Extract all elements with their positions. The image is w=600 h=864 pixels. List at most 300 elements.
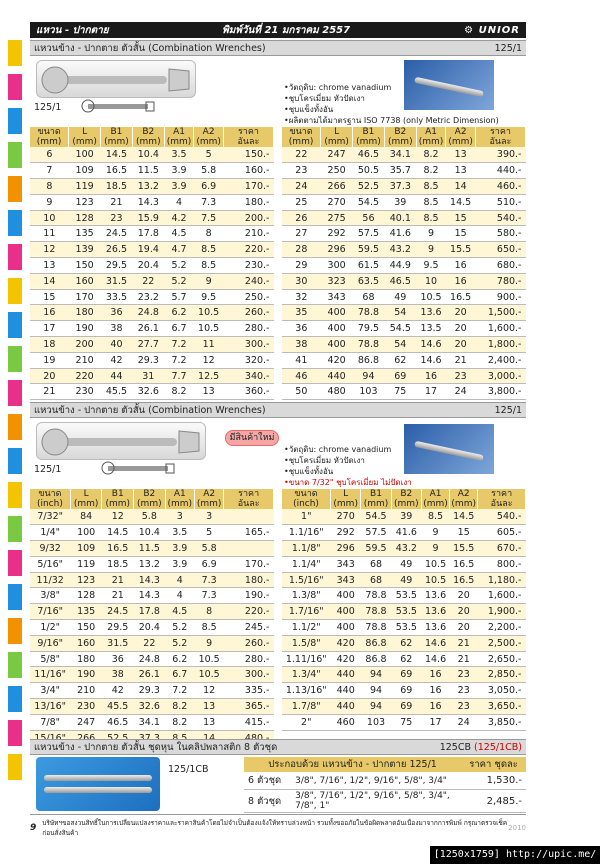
price-cell: 2,850.- (478, 667, 526, 683)
table-row (282, 352, 526, 368)
price-cell: 580.- (475, 226, 525, 242)
dimension-cell: 3.5 (164, 147, 194, 163)
table-row (30, 384, 274, 400)
price-cell: 160.- (223, 163, 273, 179)
table-row (282, 620, 526, 636)
price-cell: 605.- (478, 525, 526, 541)
dimension-cell: 8.5 (421, 509, 449, 525)
size-cell: 9 (30, 194, 69, 210)
table-row (30, 226, 274, 242)
table-row (30, 541, 274, 557)
price-cell: 510.- (475, 194, 525, 210)
dimension-cell: 128 (69, 210, 101, 226)
column-header: A1 (mm) (165, 489, 194, 509)
section3-title: แหวนข้าง - ปากตาย ตัวสั้น ชุดหุน ในคลิปพลาสติก 8 ตัวชุด (34, 741, 278, 753)
color-tab (8, 346, 22, 372)
column-header: ราคา อันละ (223, 127, 273, 147)
dimension-cell: 343 (331, 572, 361, 588)
dimension-cell: 23.2 (132, 289, 164, 305)
dimension-cell: 20.4 (132, 258, 164, 274)
feature-item-highlight: • ขนาด 7/32" ชุบโครเมี่ยม ไม่ปัดเงา (284, 477, 412, 488)
color-tab (8, 550, 22, 576)
dimension-cell: 20 (450, 604, 478, 620)
dimension-cell: 23 (450, 699, 478, 715)
price-cell: 170.- (224, 556, 274, 572)
dimension-cell: 23 (450, 683, 478, 699)
dimension-cell: 6.7 (164, 321, 194, 337)
dimension-cell: 480 (321, 384, 353, 400)
color-tab (8, 618, 22, 644)
price-cell: 390.- (475, 147, 525, 163)
dimension-cell: 200 (69, 337, 101, 353)
dimension-cell: 160 (69, 273, 101, 289)
feature-item: • ผลิตตามได้มาตรฐาน ISO 7738 (only Metric Dimension) (284, 115, 499, 126)
header-category: แหวน - ปากตาย (36, 24, 109, 36)
size-cell: 2" (282, 714, 331, 730)
column-header: B2 (mm) (134, 489, 166, 509)
table-row (30, 525, 274, 541)
dimension-cell: 420 (331, 635, 361, 651)
dimension-cell: 16.5 (446, 289, 476, 305)
dimension-cell: 400 (331, 588, 361, 604)
dimension-cell: 32.6 (134, 699, 166, 715)
dimension-cell: 9 (194, 273, 224, 289)
dimension-cell: 8.2 (416, 147, 446, 163)
price-cell: 170.- (223, 179, 273, 195)
size-cell: 1/2" (30, 620, 70, 636)
dimension-cell: 19.4 (132, 242, 164, 258)
dimension-cell: 292 (321, 226, 353, 242)
wrench-set-photo (36, 757, 160, 811)
dimension-cell: 5.8 (194, 163, 224, 179)
price-cell: 245.- (224, 620, 274, 636)
dimension-cell: 21 (101, 194, 133, 210)
section3-code-alt: (125/1CB) (474, 741, 522, 753)
section2-photo (404, 424, 494, 474)
section2-table-left (30, 489, 274, 746)
dimension-cell: 14.5 (102, 525, 134, 541)
dimension-cell: 36 (102, 651, 134, 667)
dimension-cell: 296 (331, 541, 361, 557)
size-cell: 12 (30, 242, 69, 258)
dimension-cell: 10.4 (134, 525, 166, 541)
color-tab (8, 448, 22, 474)
section3-title-bar (30, 739, 526, 755)
price-cell: 220.- (223, 242, 273, 258)
price-cell: 3,650.- (478, 699, 526, 715)
dimension-cell: 12 (194, 683, 223, 699)
dimension-cell: 9.5 (416, 258, 446, 274)
section3-code-main: 125CB (439, 741, 472, 753)
color-tab (8, 754, 22, 780)
dimension-cell: 14.5 (446, 194, 476, 210)
column-header: ขนาด (inch) (30, 489, 70, 509)
column-header: A1 (mm) (164, 127, 194, 147)
dimension-cell: 6.2 (165, 651, 194, 667)
dimension-cell: 21 (450, 651, 478, 667)
section1-code: 125/1 (494, 42, 522, 54)
price-cell (224, 541, 274, 557)
new-product-badge: มีสินค้าใหม่ (225, 430, 279, 446)
dimension-cell: 14.5 (450, 509, 478, 525)
size-cell: 21 (30, 384, 69, 400)
dimension-cell: 13.6 (416, 305, 446, 321)
dimension-cell: 150 (69, 258, 101, 274)
size-cell: 16 (30, 305, 69, 321)
dimension-cell: 69 (384, 368, 416, 384)
size-cell: 1.5/8" (282, 635, 331, 651)
table-row (282, 541, 526, 557)
section1-title: แหวนข้าง - ปากตาย ตัวสั้น (Combination Wrenches) (34, 42, 266, 54)
dimension-cell: 43.2 (391, 541, 421, 557)
dimension-cell: 4.5 (164, 226, 194, 242)
dimension-cell: 49 (391, 572, 421, 588)
price-cell: 1,600.- (478, 588, 526, 604)
dimension-cell: 14.6 (416, 352, 446, 368)
dimension-cell: 400 (321, 321, 353, 337)
dimension-cell: 5.8 (134, 509, 166, 525)
dimension-cell: 460 (331, 714, 361, 730)
column-header: L (mm) (321, 127, 353, 147)
size-cell: 1.7/8" (282, 699, 331, 715)
price-cell: 190.- (224, 588, 274, 604)
dimension-cell: 100 (70, 525, 102, 541)
dimension-cell: 12.5 (194, 368, 224, 384)
column-header: ขนาด (mm) (30, 127, 69, 147)
dimension-cell: 100 (69, 147, 101, 163)
dimension-cell: 53.5 (391, 604, 421, 620)
table-row (282, 714, 526, 730)
column-header: B1 (mm) (101, 127, 133, 147)
dimension-cell: 300 (321, 258, 353, 274)
dimension-cell: 3 (194, 509, 223, 525)
table-row (30, 572, 274, 588)
color-tabs (8, 40, 22, 788)
size-cell: 35 (282, 305, 321, 321)
feature-item: • ชุบแข็งทั้งอัน (284, 466, 412, 477)
size-cell: 1.13/16" (282, 683, 331, 699)
section3-code (440, 742, 522, 753)
dimension-cell: 13 (194, 699, 223, 715)
size-cell: 11/16" (30, 667, 70, 683)
dimension-cell: 41.6 (391, 525, 421, 541)
table-row (282, 572, 526, 588)
dimension-cell: 29.3 (132, 352, 164, 368)
size-cell: 28 (282, 242, 321, 258)
column-header: ราคา อันละ (475, 127, 525, 147)
price-cell: 300.- (224, 667, 274, 683)
brand-logo: ⚙ UNIOR (464, 24, 520, 36)
dimension-cell: 420 (331, 651, 361, 667)
wrench-image-2 (36, 422, 206, 460)
color-tab (8, 142, 22, 168)
size-cell: 6 (30, 147, 69, 163)
price-cell: 340.- (223, 368, 273, 384)
table-row (30, 635, 274, 651)
dimension-cell: 7.2 (165, 683, 194, 699)
price-cell: 900.- (475, 289, 525, 305)
price-cell: 460.- (475, 179, 525, 195)
dimension-cell: 45.5 (102, 699, 134, 715)
dimension-cell: 14.3 (132, 194, 164, 210)
dimension-cell: 123 (69, 194, 101, 210)
price-cell: 280.- (223, 321, 273, 337)
dimension-cell: 17.8 (134, 604, 166, 620)
dimension-cell: 15 (450, 525, 478, 541)
column-header: L (mm) (331, 489, 361, 509)
size-cell: 24 (282, 179, 321, 195)
dimension-cell: 8 (194, 226, 224, 242)
size-cell: 13/16" (30, 699, 70, 715)
set-name-cell: 8 ตัวชุด (244, 790, 291, 813)
dimension-cell: 10.5 (416, 289, 446, 305)
feature-item: • ชุบโครเมี่ยม หัวปัดเงา (284, 455, 412, 466)
dimension-cell: 190 (69, 321, 101, 337)
dimension-cell: 22 (134, 635, 166, 651)
dimension-cell: 13.6 (421, 604, 449, 620)
dimension-cell: 8.2 (165, 699, 194, 715)
price-cell: 230.- (223, 258, 273, 274)
dimension-cell: 109 (69, 163, 101, 179)
dimension-cell: 23 (446, 368, 476, 384)
size-cell: 36 (282, 321, 321, 337)
dimension-cell: 13.5 (416, 321, 446, 337)
size-cell: 30 (282, 273, 321, 289)
dimension-cell: 54.5 (353, 194, 385, 210)
dimension-cell: 21 (102, 588, 134, 604)
dimension-cell: 42 (102, 683, 134, 699)
dimension-cell: 5.2 (164, 273, 194, 289)
dimension-cell: 34.1 (134, 714, 166, 730)
size-cell: 7 (30, 163, 69, 179)
dimension-cell: 8.5 (194, 258, 224, 274)
table-row (30, 258, 274, 274)
column-header: ขนาด (inch) (282, 489, 331, 509)
size-cell: 14 (30, 273, 69, 289)
table-row (282, 210, 526, 226)
section1-table-left (30, 127, 274, 400)
dimension-cell: 3.9 (165, 556, 194, 572)
column-header: A2 (mm) (446, 127, 476, 147)
color-tab (8, 312, 22, 338)
price-cell: 210.- (223, 226, 273, 242)
price-cell: 680.- (475, 258, 525, 274)
dimension-cell: 323 (321, 273, 353, 289)
dimension-cell: 15.9 (132, 210, 164, 226)
table-row (282, 556, 526, 572)
dimension-cell: 13.6 (421, 620, 449, 636)
dimension-cell: 20.4 (134, 620, 166, 636)
section1-photo (404, 60, 494, 110)
table-row (30, 588, 274, 604)
column-header: B1 (mm) (353, 127, 385, 147)
price-cell: 2,400.- (475, 352, 525, 368)
dimension-cell: 57.5 (353, 226, 385, 242)
dimension-cell: 180 (69, 305, 101, 321)
dimension-cell: 8.5 (194, 242, 224, 258)
dimension-cell: 10.5 (421, 556, 449, 572)
dimension-cell: 36 (101, 305, 133, 321)
dimension-cell: 119 (69, 179, 101, 195)
dimension-cell: 400 (331, 620, 361, 636)
table-row (30, 620, 274, 636)
color-tab (8, 686, 22, 712)
color-tab (8, 482, 22, 508)
dimension-cell: 26.1 (134, 667, 166, 683)
dimension-cell: 3.9 (164, 179, 194, 195)
dimension-cell: 86.8 (361, 635, 391, 651)
dimension-cell: 10.5 (421, 572, 449, 588)
column-header: B2 (mm) (391, 489, 421, 509)
dimension-cell: 11.5 (132, 163, 164, 179)
dimension-cell: 69 (391, 683, 421, 699)
set-price-cell: 1,530.- (461, 772, 526, 790)
dimension-cell: 150 (70, 620, 102, 636)
dimension-cell: 86.8 (361, 651, 391, 667)
dimension-cell: 68 (361, 572, 391, 588)
dimension-cell: 75 (391, 714, 421, 730)
dimension-cell: 84 (70, 509, 102, 525)
dimension-diagram-icon (100, 458, 180, 482)
price-cell: 165.- (224, 525, 274, 541)
table-row (30, 163, 274, 179)
dimension-cell: 44.9 (384, 258, 416, 274)
size-cell: 9/16" (30, 635, 70, 651)
price-cell: 260.- (223, 305, 273, 321)
dimension-cell: 14.5 (101, 147, 133, 163)
dimension-cell: 5.8 (194, 541, 223, 557)
dimension-cell: 33.5 (101, 289, 133, 305)
feature-item: • วัตถุดิบ: chrome vanadium (284, 82, 499, 93)
table-row (282, 242, 526, 258)
dimension-cell: 68 (361, 556, 391, 572)
dimension-cell: 94 (353, 368, 385, 384)
size-cell: 1.1/8" (282, 541, 331, 557)
table-row (282, 525, 526, 541)
dimension-cell: 17 (416, 384, 446, 400)
dimension-cell: 54.5 (361, 509, 391, 525)
table-row (282, 289, 526, 305)
dimension-cell: 420 (321, 352, 353, 368)
dimension-cell: 13 (446, 163, 476, 179)
dimension-cell: 17 (421, 714, 449, 730)
color-tab (8, 652, 22, 678)
color-tab (8, 244, 22, 270)
dimension-cell: 10.5 (194, 651, 223, 667)
dimension-cell: 10.5 (194, 305, 224, 321)
dimension-cell: 128 (70, 588, 102, 604)
table-row (282, 273, 526, 289)
dimension-cell: 3.5 (165, 525, 194, 541)
dimension-cell: 21 (450, 635, 478, 651)
table-row (282, 163, 526, 179)
dimension-cell: 31.5 (102, 635, 134, 651)
color-tab (8, 176, 22, 202)
dimension-cell: 230 (69, 384, 101, 400)
dimension-cell: 31 (132, 368, 164, 384)
dimension-cell: 8 (194, 604, 223, 620)
dimension-cell: 5.7 (164, 289, 194, 305)
dimension-cell: 26.5 (101, 242, 133, 258)
dimension-cell: 86.8 (353, 352, 385, 368)
section1-title-bar (30, 40, 526, 56)
dimension-cell: 11.5 (134, 541, 166, 557)
dimension-cell: 13.6 (421, 588, 449, 604)
dimension-cell: 13 (194, 714, 223, 730)
dimension-cell: 440 (331, 683, 361, 699)
dimension-cell: 109 (70, 541, 102, 557)
price-cell: 2,200.- (478, 620, 526, 636)
wrench-icon (37, 423, 207, 461)
size-cell: 10 (30, 210, 69, 226)
dimension-cell: 343 (321, 289, 353, 305)
size-cell: 32 (282, 289, 321, 305)
dimension-cell: 21 (102, 572, 134, 588)
dimension-cell: 440 (321, 368, 353, 384)
column-header: A2 (mm) (194, 127, 224, 147)
table-row (282, 337, 526, 353)
column-header: A1 (mm) (423, 489, 448, 509)
dimension-cell: 24.5 (102, 604, 134, 620)
dimension-cell: 9 (421, 525, 449, 541)
dimension-cell: 9 (194, 635, 223, 651)
size-cell: 5/16" (30, 556, 70, 572)
dimension-cell: 6.2 (164, 305, 194, 321)
dimension-cell: 79.5 (353, 321, 385, 337)
dimension-cell: 13 (194, 384, 224, 400)
section2-features (284, 444, 412, 488)
size-cell: 1.5/16" (282, 572, 331, 588)
dimension-cell: 57.5 (361, 525, 391, 541)
dimension-cell: 49 (391, 556, 421, 572)
table-row (282, 147, 526, 163)
dimension-cell: 296 (321, 242, 353, 258)
price-cell: 280.- (224, 651, 274, 667)
dimension-cell: 160 (70, 635, 102, 651)
dimension-cell: 20 (446, 321, 476, 337)
dimension-cell: 62 (391, 651, 421, 667)
price-cell: 1,180.- (478, 572, 526, 588)
set-contents-header: ประกอบด้วย แหวนข้าง - ปากตาย 125/1 (244, 757, 461, 772)
dimension-cell: 20 (450, 620, 478, 636)
dimension-cell: 24 (446, 384, 476, 400)
dimension-cell: 69 (391, 699, 421, 715)
dimension-cell: 4 (165, 588, 194, 604)
dimension-cell: 53.5 (391, 620, 421, 636)
dimension-cell: 8.5 (194, 620, 223, 636)
dimension-cell: 24.8 (132, 305, 164, 321)
price-cell: 415.- (224, 714, 274, 730)
size-cell: 41 (282, 352, 321, 368)
dimension-cell: 5.2 (164, 258, 194, 274)
price-cell: 250.- (223, 289, 273, 305)
brand-name: UNIOR (478, 24, 520, 36)
page-footer (30, 814, 526, 838)
table-row (30, 667, 274, 683)
section2-title: แหวนข้าง - ปากตาย ตัวสั้น (Combination Wrenches) (34, 404, 266, 416)
dimension-cell: 5 (194, 147, 224, 163)
column-header: B2 (mm) (132, 127, 164, 147)
size-cell: 1" (282, 509, 331, 525)
column-header: B1 (mm) (102, 489, 134, 509)
dimension-cell: 16 (421, 699, 449, 715)
dimension-cell: 50.5 (353, 163, 385, 179)
dimension-cell: 5.2 (165, 635, 194, 651)
dimension-cell: 266 (321, 179, 353, 195)
dimension-cell: 270 (321, 194, 353, 210)
section2-tool-code: 125/1 (34, 464, 62, 475)
table-row (282, 194, 526, 210)
